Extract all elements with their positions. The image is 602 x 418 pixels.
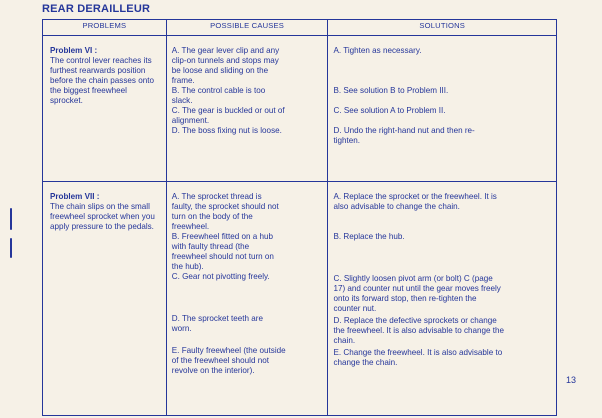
margin-mark-lower bbox=[10, 238, 12, 258]
solution-letter: C. bbox=[333, 106, 342, 115]
solution-entry bbox=[333, 192, 552, 232]
causes-cell bbox=[166, 36, 328, 182]
cause-letter: A. bbox=[171, 192, 180, 201]
cause-letter: B. bbox=[171, 86, 180, 95]
solution-letter: A. bbox=[333, 192, 342, 201]
solution-text: Undo the right-hand nut and then re- tighten. bbox=[333, 126, 475, 145]
problem-description: The chain slips on the small freewheel sprocket when you apply pressure to the pedals. bbox=[50, 202, 155, 231]
problem-row-vi bbox=[43, 36, 557, 182]
table-header-row bbox=[43, 20, 557, 36]
solution-letter: B. bbox=[333, 232, 342, 241]
solution-entry bbox=[333, 348, 552, 368]
solution-letter: E. bbox=[333, 348, 342, 357]
cause-text: Gear not pivotting freely. bbox=[182, 272, 270, 281]
problem-cell bbox=[43, 36, 167, 182]
solution-text: Replace the defective sprockets or change the freewheel. It is also advisable to change the chain. bbox=[333, 316, 504, 345]
solution-letter: C. bbox=[333, 274, 342, 283]
solution-text: See solution B to Problem III. bbox=[343, 86, 449, 95]
solution-letter: B. bbox=[333, 86, 342, 95]
cause-entry bbox=[172, 232, 324, 272]
solution-entry bbox=[333, 232, 552, 274]
cause-text: The gear is buckled or out of alignment. bbox=[171, 106, 285, 125]
cause-entry bbox=[172, 46, 324, 86]
cause-text: Faulty freewheel (the outside of the freewheel should not revolve on the interior). bbox=[171, 346, 286, 375]
cause-text: The boss fixing nut is loose. bbox=[181, 126, 282, 135]
problem-title: Problem VII : bbox=[50, 192, 100, 201]
cause-text: The gear lever clip and any clip-on tunnels and stops may be loose and sliding on the frame. bbox=[171, 46, 280, 85]
troubleshooting-table bbox=[42, 19, 557, 416]
header-solutions: SOLUTIONS bbox=[328, 20, 557, 36]
cause-letter: A. bbox=[171, 46, 180, 55]
cause-letter: D. bbox=[171, 126, 180, 135]
solution-text: Tighten as necessary. bbox=[343, 46, 422, 55]
cause-entry bbox=[172, 192, 324, 232]
solution-entry bbox=[333, 106, 552, 126]
cause-entry bbox=[172, 314, 324, 346]
problem-cell bbox=[43, 182, 167, 416]
cause-entry bbox=[172, 86, 324, 106]
solution-entry bbox=[333, 46, 552, 86]
cause-letter: D. bbox=[171, 314, 180, 323]
problem-row-vii bbox=[43, 182, 557, 416]
page-number: 13 bbox=[566, 375, 577, 385]
margin-mark-upper bbox=[10, 208, 12, 230]
problem-title: Problem VI : bbox=[50, 46, 98, 55]
solution-letter: D. bbox=[333, 126, 342, 135]
solutions-cell bbox=[328, 182, 557, 416]
cause-entry bbox=[172, 106, 324, 126]
cause-letter: C. bbox=[171, 272, 180, 281]
problem-description: The control lever reaches its furthest rearwards position before the chain passes onto the biggest freewheel sprocket. bbox=[50, 56, 154, 105]
solution-letter: D. bbox=[333, 316, 342, 325]
solutions-cell bbox=[328, 36, 557, 182]
cause-entry bbox=[172, 272, 324, 314]
solution-text: Replace the hub. bbox=[343, 232, 405, 241]
cause-letter: C. bbox=[171, 106, 180, 115]
solution-entry bbox=[333, 86, 552, 106]
cause-text: The control cable is too slack. bbox=[171, 86, 266, 105]
causes-cell bbox=[166, 182, 328, 416]
solution-entry bbox=[333, 274, 552, 316]
solution-letter: A. bbox=[333, 46, 342, 55]
cause-text: The sprocket thread is faulty, the sprocket should not turn on the body of the freewheel. bbox=[171, 192, 279, 231]
solution-text: Slightly loosen pivot arm (or bolt) C (page 17) and counter nut until the gear moves freely onto its forward stop, then re-tighten the counter nut. bbox=[333, 274, 501, 313]
header-problems: PROBLEMS bbox=[43, 20, 167, 36]
solution-entry bbox=[333, 316, 552, 348]
solution-text: Replace the sprocket or the freewheel. It is also advisable to change the chain. bbox=[333, 192, 497, 211]
section-title: REAR DERAILLEUR bbox=[42, 3, 151, 15]
solution-entry bbox=[333, 126, 552, 146]
cause-entry bbox=[172, 346, 324, 376]
solution-text: See solution A to Problem II. bbox=[343, 106, 446, 115]
cause-entry bbox=[172, 126, 324, 136]
cause-text: The sprocket teeth are worn. bbox=[171, 314, 263, 333]
cause-text: Freewheel fitted on a hub with faulty thread (the freewheel should not turn on the hub). bbox=[171, 232, 274, 271]
cause-letter: E. bbox=[171, 346, 180, 355]
solution-text: Change the freewheel. It is also advisable to change the chain. bbox=[333, 348, 503, 367]
header-possible-causes: POSSIBLE CAUSES bbox=[166, 20, 328, 36]
cause-letter: B. bbox=[171, 232, 180, 241]
